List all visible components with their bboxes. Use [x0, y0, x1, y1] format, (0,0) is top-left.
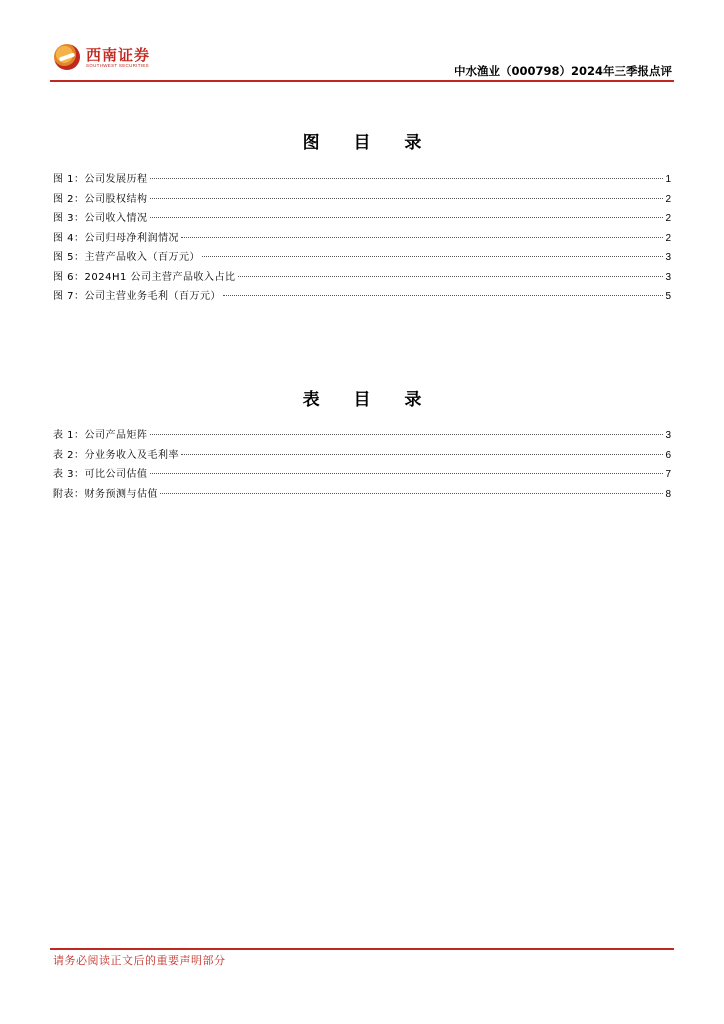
toc-leader-dots	[150, 198, 664, 199]
toc-entry-label: 图 5：主营产品收入（百万元）	[53, 252, 201, 263]
toc-leader-dots	[181, 237, 663, 238]
toc-page-number: 1	[665, 174, 671, 185]
toc-entry-label: 图 4：公司归母净利润情况	[53, 232, 180, 244]
toc-entry[interactable]	[53, 229, 671, 249]
toc-entry[interactable]	[53, 190, 671, 210]
footer-disclaimer: 请务必阅读正文后的重要声明部分	[53, 954, 226, 967]
company-logo	[54, 44, 154, 72]
toc-entry-label: 图 7：公司主营业务毛利（百万元）	[53, 291, 222, 302]
toc-entry[interactable]	[53, 248, 671, 268]
toc-page-number: 3	[665, 271, 671, 283]
toc-entry-label: 附表：财务预测与估值	[53, 488, 158, 500]
toc-entry-label: 表 2：分业务收入及毛利率	[53, 449, 180, 461]
toc-entry[interactable]	[53, 485, 671, 505]
toc-entry-label: 图 6：2024H1 公司主营产品收入占比	[53, 271, 236, 283]
toc-page-number: 2	[665, 193, 671, 205]
page-header	[0, 0, 724, 82]
toc-entry[interactable]	[53, 209, 671, 229]
toc-leader-dots	[181, 454, 663, 455]
tables-toc-list	[53, 426, 671, 504]
toc-leader-dots	[223, 295, 663, 296]
toc-page-number: 3	[665, 252, 671, 263]
toc-page-number: 2	[665, 213, 671, 224]
toc-entry[interactable]	[53, 287, 671, 307]
toc-page-number: 7	[665, 469, 671, 480]
footer-divider	[50, 948, 674, 950]
toc-entry[interactable]	[53, 268, 671, 288]
toc-leader-dots	[150, 434, 664, 435]
toc-entry[interactable]	[53, 170, 671, 190]
toc-leader-dots	[160, 493, 663, 494]
figures-toc-title: 图 目 录	[302, 133, 436, 153]
logo-english-name: SOUTHWEST SECURITIES	[86, 63, 149, 68]
toc-leader-dots	[150, 473, 664, 474]
toc-entry[interactable]	[53, 446, 671, 466]
toc-page-number: 5	[665, 291, 671, 302]
toc-leader-dots	[202, 256, 663, 257]
toc-entry-label: 图 3：公司收入情况	[53, 213, 148, 224]
toc-page-number: 6	[665, 449, 671, 461]
toc-page-number: 8	[665, 488, 671, 500]
toc-leader-dots	[238, 276, 664, 277]
toc-entry-label: 表 3：可比公司估值	[53, 469, 148, 480]
toc-entry-label: 图 2：公司股权结构	[53, 193, 148, 205]
header-divider	[50, 80, 674, 82]
toc-entry-label: 表 1：公司产品矩阵	[53, 430, 148, 441]
toc-leader-dots	[150, 178, 664, 179]
figures-toc-list	[53, 170, 671, 307]
toc-page-number: 3	[665, 430, 671, 441]
tables-toc-title: 表 目 录	[302, 390, 436, 410]
logo-emblem-icon	[54, 44, 80, 70]
toc-entry-label: 图 1：公司发展历程	[53, 174, 148, 185]
report-title: 中水渔业（000798）2024年三季报点评	[453, 64, 672, 78]
logo-chinese-name: 西南证券	[86, 46, 151, 64]
toc-entry[interactable]	[53, 426, 671, 446]
toc-leader-dots	[150, 217, 664, 218]
toc-entry[interactable]	[53, 465, 671, 485]
toc-page-number: 2	[665, 232, 671, 244]
